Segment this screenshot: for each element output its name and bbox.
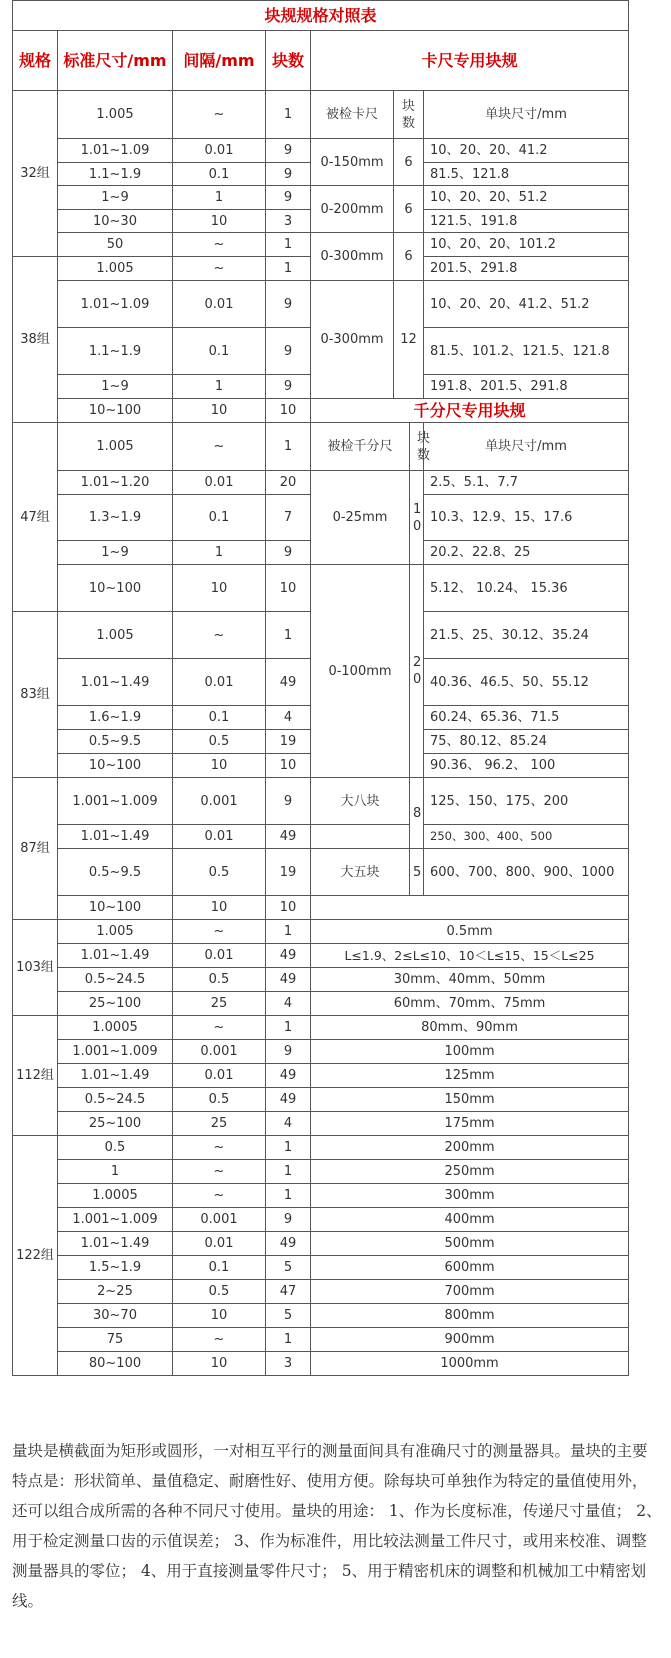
cell-count: 1 (266, 920, 311, 944)
extra-size: 200mm (311, 1136, 629, 1160)
cell-count: 9 (266, 778, 311, 825)
cell-interval: ~ (173, 257, 266, 281)
group-label: 87组 (13, 778, 58, 920)
cell-interval: ~ (173, 920, 266, 944)
cell-size: 1.1~1.9 (58, 163, 173, 186)
cell-count: 49 (266, 968, 311, 992)
caliper-range: 0-300mm (311, 233, 394, 281)
cell-size: 2~25 (58, 1280, 173, 1304)
cell-size: 1.01~1.49 (58, 1232, 173, 1256)
cell-interval: 0.01 (173, 659, 266, 706)
micrometer-sizes: 2.5、5.1、7.7 (424, 471, 629, 495)
caliper-sizes: 121.5、191.8 (424, 210, 629, 233)
cell-interval: ~ (173, 91, 266, 139)
cell-size: 0.5~9.5 (58, 849, 173, 896)
cell-size: 80~100 (58, 1352, 173, 1376)
group-label: 112组 (13, 1016, 58, 1136)
cell-interval: ~ (173, 1016, 266, 1040)
cell-interval: ~ (173, 1160, 266, 1184)
caliper-sizes: 191.8、201.5、291.8 (424, 375, 629, 399)
micrometer-sizes: 10.3、12.9、15、17.6 (424, 495, 629, 541)
micrometer-sizes: 125、150、175、200 (424, 778, 629, 825)
cell-interval: 10 (173, 896, 266, 920)
extra-size: 60mm、70mm、75mm (311, 992, 629, 1016)
cell-count: 10 (266, 565, 311, 612)
micrometer-sizes: 40.36、46.5、50、55.12 (424, 659, 629, 706)
cell-size: 1.01~1.49 (58, 1064, 173, 1088)
extra-size: 500mm (311, 1232, 629, 1256)
cell-count: 47 (266, 1280, 311, 1304)
extra-size: 300mm (311, 1184, 629, 1208)
cell-interval: 0.5 (173, 730, 266, 754)
extra-size: 800mm (311, 1304, 629, 1328)
cell-size: 10~100 (58, 399, 173, 423)
cell-size: 30~70 (58, 1304, 173, 1328)
cell-count: 9 (266, 186, 311, 210)
cell-interval: 10 (173, 210, 266, 233)
cell-interval: 10 (173, 565, 266, 612)
cell-count: 10 (266, 896, 311, 920)
micrometer-header-count: 块数 (410, 423, 424, 471)
cell-count: 3 (266, 210, 311, 233)
cell-size: 1.0005 (58, 1184, 173, 1208)
cell-interval: ~ (173, 612, 266, 659)
cell-count: 49 (266, 1232, 311, 1256)
cell-count: 3 (266, 1352, 311, 1376)
col-header-size: 标准尺寸/mm (58, 31, 173, 91)
cell-count: 19 (266, 730, 311, 754)
caliper-sizes: 201.5、291.8 (424, 257, 629, 281)
cell-size: 10~30 (58, 210, 173, 233)
cell-interval: 0.01 (173, 471, 266, 495)
cell-count: 20 (266, 471, 311, 495)
caliper-sizes: 10、20、20、51.2 (424, 186, 629, 210)
cell-count: 49 (266, 1064, 311, 1088)
cell-size: 1.001~1.009 (58, 1208, 173, 1232)
extra-size: 175mm (311, 1112, 629, 1136)
cell-size: 50 (58, 233, 173, 257)
cell-interval: 10 (173, 1352, 266, 1376)
cell-count: 4 (266, 992, 311, 1016)
cell-count: 1 (266, 1184, 311, 1208)
group-label: 83组 (13, 612, 58, 778)
cell-size: 1.005 (58, 612, 173, 659)
micrometer-header-range: 被检千分尺 (311, 423, 410, 471)
cell-count: 4 (266, 1112, 311, 1136)
cell-size: 1.01~1.09 (58, 139, 173, 163)
caliper-range: 0-150mm (311, 139, 394, 186)
cell-count: 19 (266, 849, 311, 896)
cell-count: 1 (266, 91, 311, 139)
cell-count: 10 (266, 754, 311, 778)
cell-interval: 0.5 (173, 968, 266, 992)
cell-count: 49 (266, 944, 311, 968)
cell-size: 1.001~1.009 (58, 778, 173, 825)
cell-interval: 0.1 (173, 163, 266, 186)
extra-size: 80mm、90mm (311, 1016, 629, 1040)
cell-count: 5 (266, 1304, 311, 1328)
cell-interval: ~ (173, 233, 266, 257)
micrometer-count: 8 (410, 778, 424, 849)
caliper-header-range: 被检卡尺 (311, 91, 394, 139)
extra-size: 0.5mm (311, 920, 629, 944)
micrometer-sizes: 250、300、400、500 (424, 825, 629, 849)
cell-count: 7 (266, 495, 311, 541)
extra-size: 30mm、40mm、50mm (311, 968, 629, 992)
cell-interval: 10 (173, 754, 266, 778)
caliper-sizes: 81.5、121.8 (424, 163, 629, 186)
caliper-sizes: 10、20、20、41.2 (424, 139, 629, 163)
caliper-count: 6 (394, 139, 424, 186)
cell-count: 1 (266, 423, 311, 471)
extra-size: 150mm (311, 1088, 629, 1112)
cell-size: 1 (58, 1160, 173, 1184)
cell-size: 1.0005 (58, 1016, 173, 1040)
cell-count: 1 (266, 257, 311, 281)
cell-count: 9 (266, 281, 311, 328)
cell-size: 1~9 (58, 375, 173, 399)
cell-interval: 0.01 (173, 139, 266, 163)
cell-interval: 0.01 (173, 944, 266, 968)
cell-size: 1~9 (58, 186, 173, 210)
cell-size: 10~100 (58, 565, 173, 612)
cell-interval: 0.01 (173, 281, 266, 328)
cell-interval: 1 (173, 375, 266, 399)
extra-size: 1000mm (311, 1352, 629, 1376)
caliper-sizes: 10、20、20、41.2、51.2 (424, 281, 629, 328)
cell-size: 1.1~1.9 (58, 328, 173, 375)
cell-count: 49 (266, 825, 311, 849)
cell-interval: 0.001 (173, 1040, 266, 1064)
col-header-spec: 规格 (13, 31, 58, 91)
cell-interval: 0.01 (173, 825, 266, 849)
cell-count: 49 (266, 659, 311, 706)
cell-size: 25~100 (58, 1112, 173, 1136)
cell-interval: ~ (173, 1184, 266, 1208)
col-header-caliper: 卡尺专用块规 (311, 31, 629, 91)
cell-size: 0.5~24.5 (58, 1088, 173, 1112)
caliper-sizes: 10、20、20、101.2 (424, 233, 629, 257)
micrometer-count: 5 (410, 849, 424, 896)
cell-count: 1 (266, 1160, 311, 1184)
extra-size: 125mm (311, 1064, 629, 1088)
group-label: 122组 (13, 1136, 58, 1376)
caliper-count: 6 (394, 233, 424, 281)
micrometer-sizes: 90.36、 96.2、 100 (424, 754, 629, 778)
cell-count: 9 (266, 328, 311, 375)
micrometer-header-sizes: 单块尺寸/mm (424, 423, 629, 471)
cell-count: 1 (266, 1136, 311, 1160)
cell-interval: 0.1 (173, 328, 266, 375)
cell-interval: 0.1 (173, 706, 266, 730)
cell-count: 1 (266, 1328, 311, 1352)
description-paragraph: 量块是横截面为矩形或圆形，一对相互平行的测量面间具有准确尺寸的测量器具。量块的主要特点是：形状简单、量值稳定、耐磨性好、使用方便。除每块可单独作为特定的量值使用外，还可以组合成所需的各种不同尺寸使用。量块的用途： 1、作为长度标准，传递尺寸量值； 2、用于检定测量口齿的示值误差； 3、作为标准件，用比较法测量工件尺寸，或用来校准、调整测量器具的零位； 4、用于直接测量零件尺寸； 5、用于精密机床的调整和机械加工中精密划线。 (12, 1442, 662, 1610)
extra-size: 250mm (311, 1160, 629, 1184)
cell-size: 1.005 (58, 91, 173, 139)
caliper-range: 0-200mm (311, 186, 394, 233)
micrometer-count: 20 (410, 565, 424, 778)
extra-size: 700mm (311, 1280, 629, 1304)
cell-count: 9 (266, 1208, 311, 1232)
cell-interval: 0.01 (173, 1064, 266, 1088)
cell-size: 1.01~1.09 (58, 281, 173, 328)
caliper-header-sizes: 单块尺寸/mm (424, 91, 629, 139)
caliper-count: 6 (394, 186, 424, 233)
micrometer-sizes: 21.5、25、30.12、35.24 (424, 612, 629, 659)
cell-size: 1.6~1.9 (58, 706, 173, 730)
micrometer-range: 大五块 (311, 849, 410, 896)
cell-interval: 1 (173, 541, 266, 565)
cell-size: 1.01~1.49 (58, 825, 173, 849)
micrometer-sizes: 600、700、800、900、1000 (424, 849, 629, 896)
cell-interval: 0.001 (173, 1208, 266, 1232)
micrometer-count: 10 (410, 471, 424, 565)
cell-size: 0.5~9.5 (58, 730, 173, 754)
cell-interval: 0.5 (173, 1088, 266, 1112)
cell-count: 9 (266, 541, 311, 565)
empty-cell (311, 896, 629, 920)
cell-count: 9 (266, 1040, 311, 1064)
cell-count: 49 (266, 1088, 311, 1112)
cell-interval: 1 (173, 186, 266, 210)
cell-size: 1~9 (58, 541, 173, 565)
cell-interval: ~ (173, 1136, 266, 1160)
cell-interval: 10 (173, 399, 266, 423)
cell-size: 75 (58, 1328, 173, 1352)
table-title: 块规规格对照表 (13, 1, 629, 31)
micrometer-sizes: 60.24、65.36、71.5 (424, 706, 629, 730)
cell-interval: 25 (173, 1112, 266, 1136)
cell-size: 0.5 (58, 1136, 173, 1160)
caliper-count: 12 (394, 281, 424, 399)
cell-size: 25~100 (58, 992, 173, 1016)
cell-interval: 0.1 (173, 1256, 266, 1280)
cell-interval: 0.5 (173, 849, 266, 896)
cell-interval: 0.01 (173, 1232, 266, 1256)
spec-table-container (12, 0, 628, 1376)
cell-size: 1.01~1.49 (58, 944, 173, 968)
cell-count: 1 (266, 612, 311, 659)
col-header-count: 块数 (266, 31, 311, 91)
cell-count: 9 (266, 139, 311, 163)
micrometer-section-title: 千分尺专用块规 (311, 399, 629, 423)
cell-size: 1.005 (58, 257, 173, 281)
gauge-block-spec-table (12, 0, 629, 1376)
cell-size: 1.01~1.20 (58, 471, 173, 495)
cell-size: 10~100 (58, 896, 173, 920)
cell-size: 1.005 (58, 920, 173, 944)
extra-size: 400mm (311, 1208, 629, 1232)
extra-size: 100mm (311, 1040, 629, 1064)
micrometer-sizes: 75、80.12、85.24 (424, 730, 629, 754)
cell-count: 1 (266, 233, 311, 257)
cell-count: 9 (266, 163, 311, 186)
cell-size: 1.005 (58, 423, 173, 471)
extra-size: 900mm (311, 1328, 629, 1352)
cell-interval: 0.5 (173, 1280, 266, 1304)
micrometer-range: 0-100mm (311, 565, 410, 778)
cell-count: 9 (266, 375, 311, 399)
cell-interval: 25 (173, 992, 266, 1016)
cell-count: 10 (266, 399, 311, 423)
cell-count: 1 (266, 1016, 311, 1040)
micrometer-range: 0-25mm (311, 471, 410, 565)
group-label: 103组 (13, 920, 58, 1016)
caliper-header-count: 块数 (394, 91, 424, 139)
group-label: 32组 (13, 91, 58, 257)
cell-interval: ~ (173, 1328, 266, 1352)
group-label: 38组 (13, 257, 58, 423)
cell-size: 1.3~1.9 (58, 495, 173, 541)
micrometer-sizes: 5.12、 10.24、 15.36 (424, 565, 629, 612)
cell-size: 1.5~1.9 (58, 1256, 173, 1280)
caliper-range: 0-300mm (311, 281, 394, 399)
cell-interval: 10 (173, 1304, 266, 1328)
extra-size: 600mm (311, 1256, 629, 1280)
micrometer-range-blank (311, 825, 410, 849)
col-header-interval: 间隔/mm (173, 31, 266, 91)
micrometer-range: 大八块 (311, 778, 410, 825)
cell-size: 10~100 (58, 754, 173, 778)
group-label: 47组 (13, 423, 58, 612)
cell-count: 4 (266, 706, 311, 730)
cell-interval: ~ (173, 423, 266, 471)
cell-size: 1.01~1.49 (58, 659, 173, 706)
cell-size: 0.5~24.5 (58, 968, 173, 992)
cell-count: 5 (266, 1256, 311, 1280)
extra-size: L≤1.9、2≤L≤10、10＜L≤15、15＜L≤25 (311, 944, 629, 968)
caliper-sizes: 81.5、101.2、121.5、121.8 (424, 328, 629, 375)
cell-interval: 0.1 (173, 495, 266, 541)
cell-interval: 0.001 (173, 778, 266, 825)
cell-size: 1.001~1.009 (58, 1040, 173, 1064)
micrometer-sizes: 20.2、22.8、25 (424, 541, 629, 565)
